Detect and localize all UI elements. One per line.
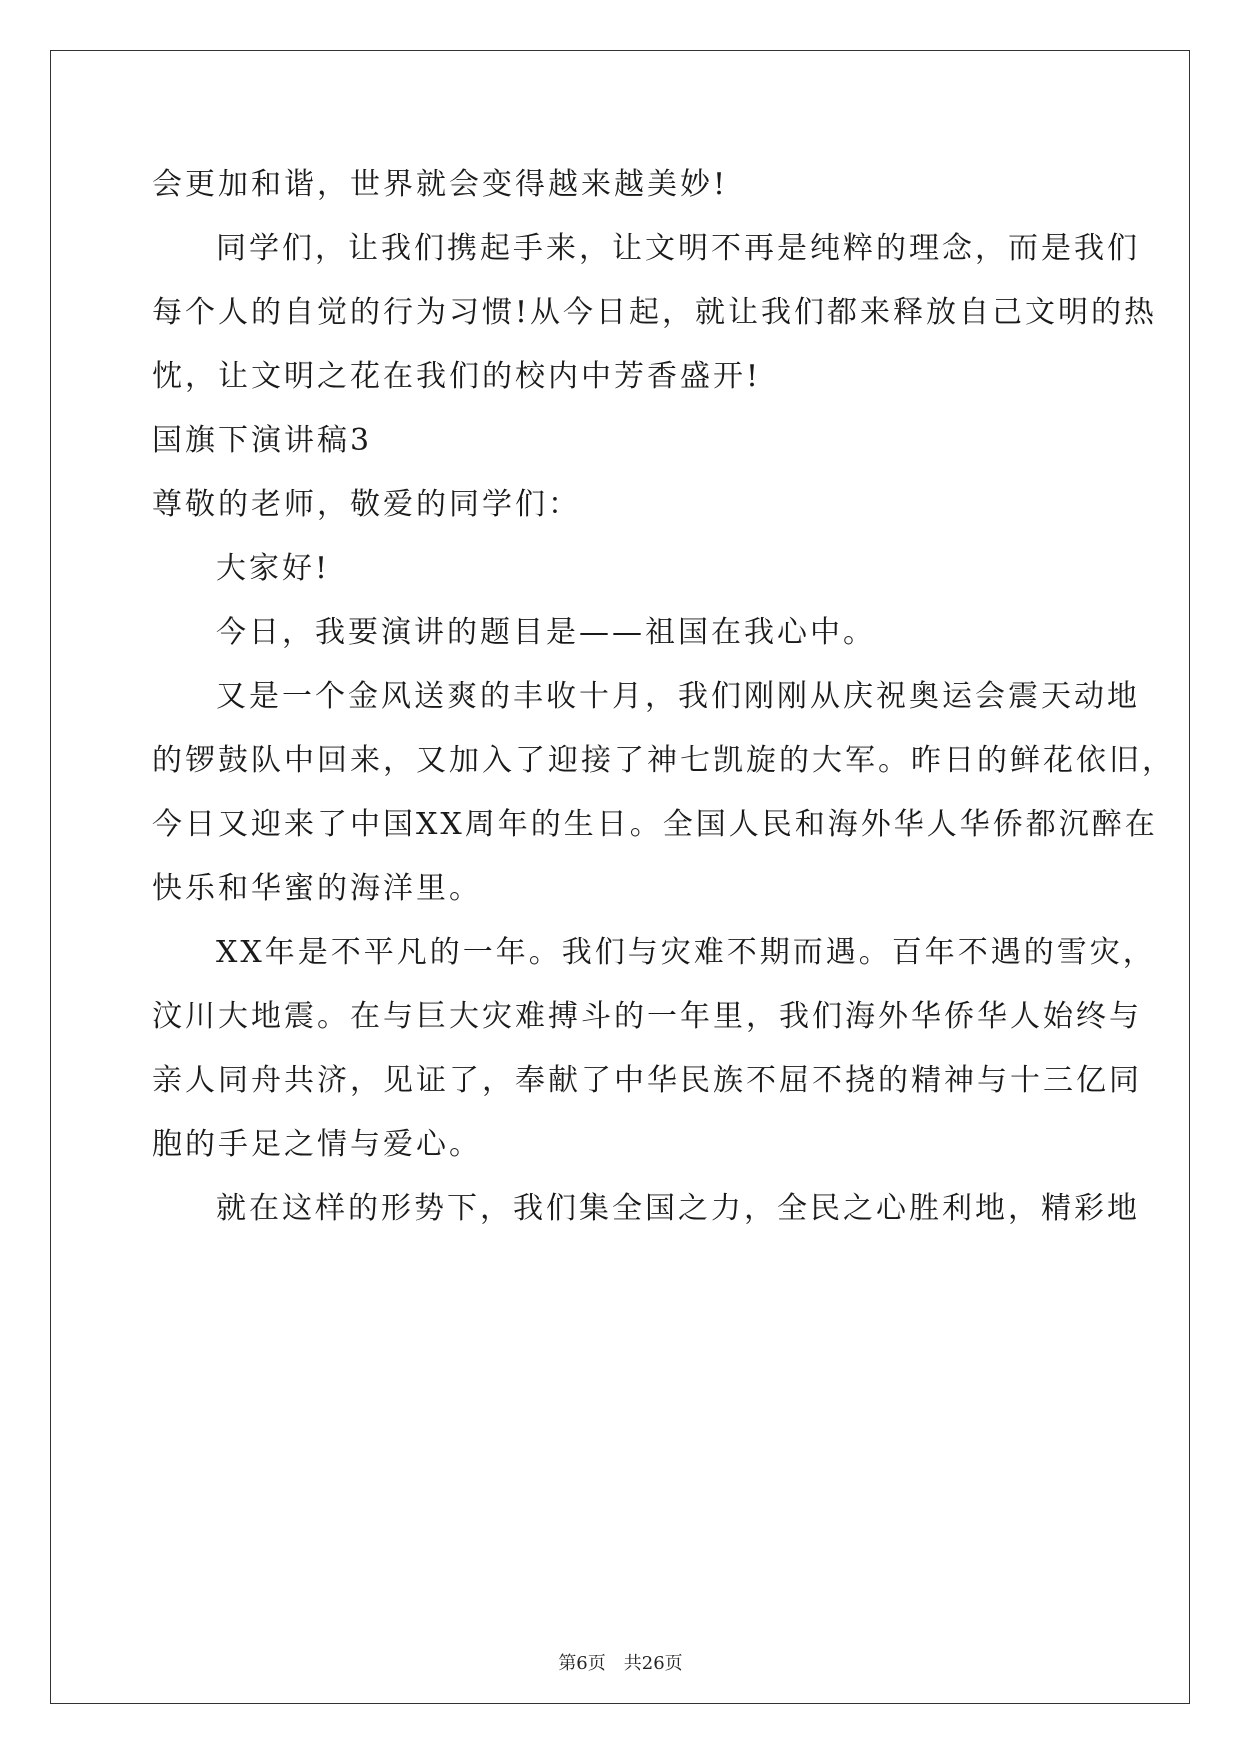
text-line: 亲人同舟共济，见证了，奉献了中华民族不屈不挠的精神与十三亿同 (152, 1063, 1142, 1098)
text-line: XX年是不平凡的一年。我们与灾难不期而遇。百年不遇的雪灾， (216, 935, 1156, 970)
page-footer (0, 1649, 1241, 1675)
text-line: 尊敬的老师，敬爱的同学们： (152, 487, 581, 522)
text-line: 忱，让文明之花在我们的校内中芳香盛开! (152, 359, 762, 394)
text-line: 会更加和谐，世界就会变得越来越美妙! (152, 167, 729, 202)
text-line: 胞的手足之情与爱心。 (152, 1127, 482, 1162)
text-line: 今日又迎来了中国XX周年的生日。全国人民和海外华人华侨都沉醉在 (152, 807, 1158, 842)
text-line: 同学们，让我们携起手来，让文明不再是纯粹的理念，而是我们 (216, 231, 1140, 266)
text-line: 国旗下演讲稿3 (152, 423, 373, 458)
text-line: 大家好! (216, 551, 331, 586)
text-line: 今日，我要演讲的题目是——祖国在我心中。 (216, 615, 876, 650)
document-body (152, 166, 1175, 1254)
text-line: 汶川大地震。在与巨大灾难搏斗的一年里，我们海外华侨华人始终与 (152, 999, 1142, 1034)
page-total: 共26页 (623, 1653, 683, 1674)
page-number: 第6页 (558, 1653, 606, 1674)
text-line: 的锣鼓队中回来，又加入了迎接了神七凯旋的大军。昨日的鲜花依旧， (152, 743, 1175, 778)
text-line: 就在这样的形势下，我们集全国之力，全民之心胜利地，精彩地 (216, 1191, 1140, 1226)
text-line: 每个人的自觉的行为习惯!从今日起，就让我们都来释放自己文明的热 (152, 295, 1158, 330)
text-line: 又是一个金风送爽的丰收十月，我们刚刚从庆祝奥运会震天动地 (216, 679, 1140, 714)
text-line: 快乐和华蜜的海洋里。 (152, 871, 482, 906)
